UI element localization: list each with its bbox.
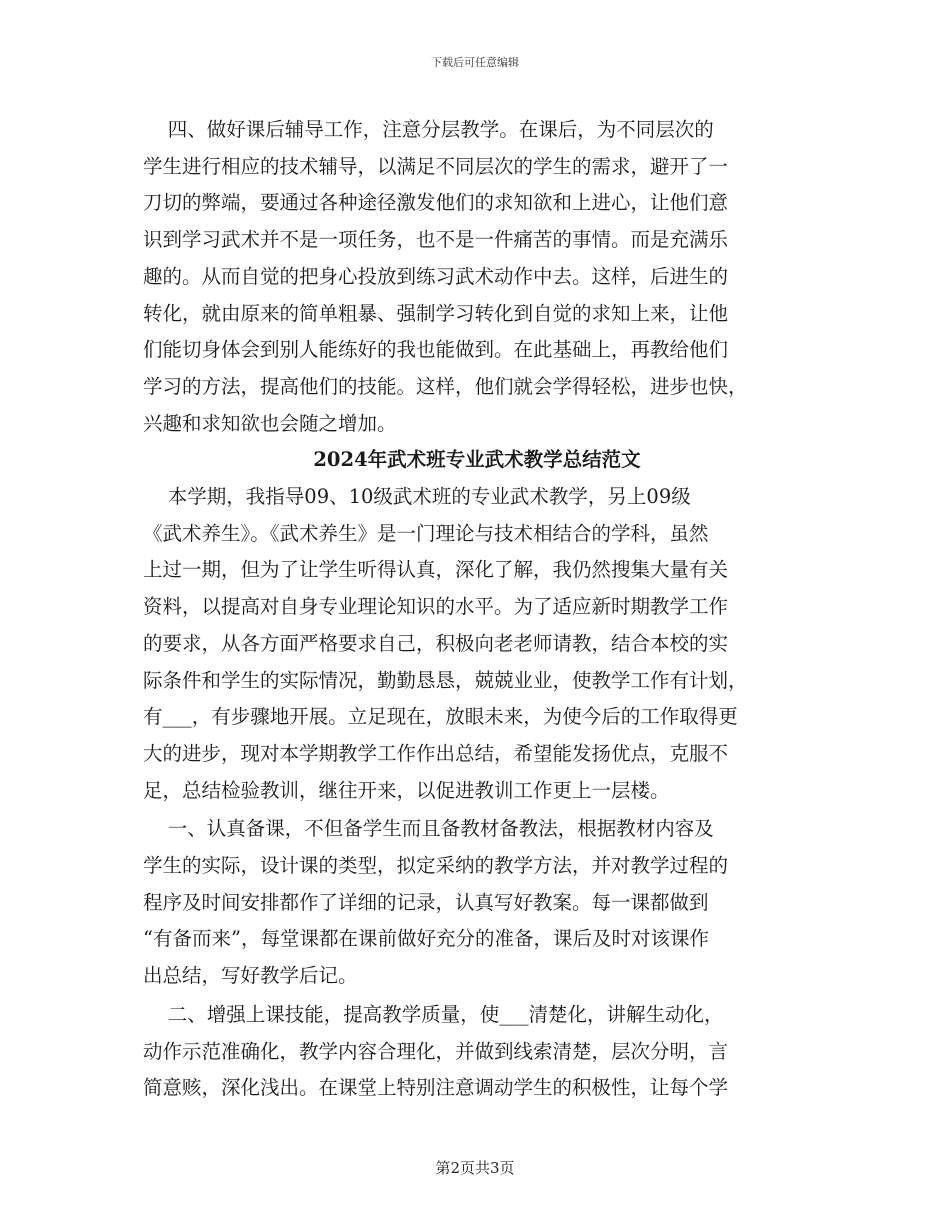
text-line: 学生的实际，设计课的类型，拟定采纳的教学方法，并对教学过程的 bbox=[143, 854, 729, 878]
paragraph-teaching-skills bbox=[143, 997, 811, 1107]
text-line: 二、增强上课技能，提高教学质量，使___清楚化，讲解生动化， bbox=[143, 1002, 724, 1026]
section-title: 2024年武术班专业武术教学总结范文 bbox=[313, 448, 641, 472]
text-line: 学习的方法，提高他们的技能。这样，他们就会学得轻松，进步也快， bbox=[143, 374, 748, 398]
text-line: 资料，以提高对自身专业理论知识的水平。为了适应新时期教学工作 bbox=[143, 595, 729, 619]
text-line: 四、做好课后辅导工作，注意分层教学。在课后，为不同层次的 bbox=[143, 118, 714, 141]
text-line: 程序及时间安排都作了详细的记录，认真写好教案。每一课都做到 bbox=[143, 890, 709, 914]
text-line: 一、认真备课，不但备学生而且备教材备教法，根据教材内容及 bbox=[143, 817, 714, 841]
paragraph-introduction bbox=[143, 479, 811, 809]
text-line: 《武术养生》。《武术养生》是一门理论与技术相结合的学科，虽然 bbox=[143, 521, 709, 545]
text-line: 转化，就由原来的简单粗暴、强制学习转化到自觉的求知上来，让他 bbox=[143, 301, 729, 325]
text-line: 际条件和学生的实际情况，勤勤恳恳，兢兢业业，使教学工作有计划， bbox=[143, 668, 748, 692]
text-line: 动作示范准确化，教学内容合理化，并做到线索清楚，层次分明，言 bbox=[143, 1039, 729, 1063]
text-line: 刀切的弊端，要通过各种途径激发他们的求知欲和上进心，让他们意 bbox=[143, 191, 729, 215]
page-number: 第2页共3页 bbox=[435, 1159, 515, 1177]
header-note: 下载后可任意编辑 bbox=[431, 56, 519, 69]
document-body bbox=[143, 112, 811, 1107]
text-line: 大的进步，现对本学期教学工作作出总结，希望能发扬优点，克服不 bbox=[143, 741, 729, 765]
text-line: 简意赅，深化浅出。在课堂上特别注意调动学生的积极性，让每个学 bbox=[143, 1076, 729, 1100]
text-line: “有备而来”，每堂课都在课前做好充分的准备，课后及时对该课作 bbox=[143, 927, 709, 951]
paragraph-after-school-tutoring bbox=[143, 112, 811, 442]
text-line: 有___，有步骤地开展。立足现在，放眼未来，为使今后的工作取得更 bbox=[143, 705, 738, 729]
paragraph-lesson-preparation bbox=[143, 811, 811, 995]
text-line: 趣的。从而自觉的把身心投放到练习武术动作中去。这样，后进生的 bbox=[143, 264, 729, 288]
text-line: 们能切身体会到别人能练好的我也能做到。在此基础上，再教给他们 bbox=[143, 338, 729, 362]
text-line: 学生进行相应的技术辅导，以满足不同层次的学生的需求，避开了一 bbox=[143, 154, 729, 178]
text-line: 足，总结检验教训，继往开来，以促进教训工作更上一层楼。 bbox=[143, 778, 670, 802]
text-line: 本学期，我指导09、10级武术班的专业武术教学，另上09级 bbox=[143, 485, 691, 509]
text-line: 兴趣和求知欲也会随之增加。 bbox=[143, 411, 397, 435]
text-line: 识到学习武术并不是一项任务，也不是一件痛苦的事情。而是充满乐 bbox=[143, 228, 729, 252]
text-line: 上过一期，但为了让学生听得认真，深化了解，我仍然搜集大量有关 bbox=[143, 558, 729, 582]
text-line: 的要求，从各方面严格要求自己，积极向老老师请教，结合本校的实 bbox=[143, 631, 729, 655]
text-line: 出总结，写好教学后记。 bbox=[143, 964, 358, 988]
